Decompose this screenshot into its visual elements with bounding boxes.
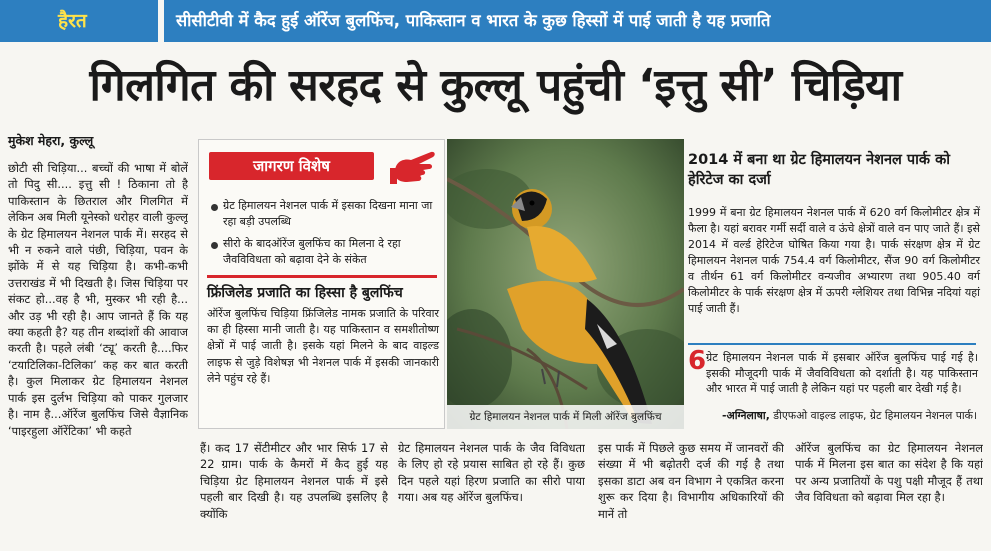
- quote-attribution: [722, 408, 977, 423]
- bullet-item: सीरो के बादऑरेंज बुलफिंच का मिलना दे रहा जैवविविधता को बढ़ावा देने के संकेत: [209, 236, 439, 268]
- special-subhead: फ्रिंजिलेड प्रजाति का हिस्सा है बुलफिंच: [207, 285, 403, 301]
- column-text: ऑरेंज बुलफिंच का ग्रेट हिमालयन नेशनल पार्क में मिलना इस बात का संदेश है कि यहां पर अन्य प्रजातियों के पशु पक्षी मौजूद हैं तथा जैव विविधता को बढ़ावा मिल रहा है।: [795, 441, 983, 505]
- kicker-text: सीसीटीवी में कैद हुई ऑरेंज बुलफिंच, पाकिस्तान व भारत के कुछ हिस्सों में पाई जाती है यह प्रजाति: [176, 11, 771, 30]
- special-box: [198, 139, 445, 429]
- divider: [207, 275, 437, 278]
- quote-author-title: डीएफओ वाइल्ड लाइफ, ग्रेट हिमालयन नेशनल पार्क।: [773, 409, 978, 422]
- bird-photo: [447, 139, 684, 429]
- section-tag: हैरत: [0, 0, 158, 42]
- orange-bullfinch-illustration: [447, 139, 684, 429]
- column-text: इस पार्क में पिछले कुछ समय में जानवरों की संख्या में भी बढ़ोतरी दर्ज की गई है तथा इसका डाटा अब वन विभाग ने एकत्रित करना शुरू कर दिया है। विभागीय अधिकारियों की मानें तो: [598, 441, 784, 521]
- pointing-hand-icon: [389, 144, 439, 189]
- photo-caption: ग्रेट हिमालयन नेशनल पार्क में मिली ऑरेंज बुलफिंच: [447, 405, 684, 429]
- main-column-text: छोटी सी चिड़िया... बच्चों की भाषा में बोलें तो पिदु सी.... इत्तु सी ! ठिकाना तो है पाकिस्तान के छितराल और गिलगित में लेकिन अब मिली यूनेस्को धरोहर वाली कुल्लू के ग्रेट हिमालयन नेशनल पार्क में। सरहद से भी न रुकने वाले पंछी, चिड़िया, पवन के झोंके में से यह चिड़िया है। कभी-कभी उत्तराखंड में भी दिखती है। जिस चिड़िया पर संकट हो...वह है भी, मुस्कर भी रही है... और उड़ भी रही है। आप जानते हैं कि यह क्या कहती है? यह तीन शब्दांशों की आवाज करती है। पहले लंबी ‘ट्यू’ करती है....फिर ‘टयाटिलिका-टिलिका’ कह कर बात करती है। कुल मिलाकर ग्रेट हिमालयन नेशनल पार्क इस दुर्लभ चिड़िया को पाकर गुलजार है। नाम है...ऑरेंज बुलफिंच जिसे वैज्ञानिक ‘पाइरहुला ऑरेंटिका’ भी कहते: [8, 161, 188, 438]
- quote-author: -अग्निलाषा,: [722, 409, 770, 422]
- headline: गिलगित की सरहद से कुल्लू पहुंची ‘इत्तु सी’ चिड़िया: [89, 60, 902, 111]
- byline: मुकेश मेहरा, कुल्लू: [8, 133, 94, 148]
- special-banner: जागरण विशेष: [209, 152, 374, 180]
- column-text: ग्रेट हिमालयन नेशनल पार्क के जैव विविधता के लिए हो रहे प्रयास साबित हो रहे हैं। कुछ दिन पहले यहां हिरण प्रजाति का सीरो पाया गया। अब यह ऑरेंज बुलफिंच।: [398, 441, 585, 505]
- divider: [688, 343, 976, 345]
- special-body: ऑरेंज बुलफिंच चिड़िया फ्रिंजिलेड नामक प्रजाति के परिवार का ही हिस्सा मानी जाती है। यह पाकिस्तान व समशीतोष्ण क्षेत्रों में पाई जाती है। इसके यहां मिलने के बाद वाइल्ड लाइफ से जुड़े विशेषज्ञ भी नेशनल पार्क में इसकी जानकारी लेने पहुंच रहे हैं।: [207, 307, 439, 385]
- column-text: हैं। कद 17 सेंटीमीटर और भार सिर्फ 17 से 22 ग्राम। पार्क के कैमरों में कैद हुई यह चिड़िया ग्रेट हिमालयन नेशनल पार्क में इसे पहली बार दिखी है। यह उपलब्धि इसलिए है क्योंकि: [200, 441, 388, 521]
- sidebar-body: 1999 में बना ग्रेट हिमालयन नेशनल पार्क में 620 वर्ग किलोमीटर क्षेत्र में फैला है। यहां बरावर गर्मी सर्दी वाले व ऊंचे क्षेत्रों वाले वन पाए जाते हैं। इसे 2014 में वर्ल्ड हेरिटेज घोषित किया गया है। पार्क संरक्षण क्षेत्र में ग्रेट हिमालयन नेशनल पार्क 754.4 वर्ग किलोमीटर, सैंज 90 वर्ग किलोमीटर व तीर्थन 61 वर्ग किलोमीटर वन्यजीव अभ्यारण तथा 905.40 वर्ग किलोमीटर के पार्क संरक्षण क्षेत्र में ऊपरी ग्लेशियर तथा विभिन्न नदियां यहां पाई जाती हैं।: [688, 206, 980, 315]
- tag-separator: [158, 0, 164, 42]
- sidebar-heading: 2014 में बना था ग्रेट हिमालयन नेशनल पार्क को हेरिटेज का दर्जा: [688, 152, 950, 188]
- bullet-item: ग्रेट हिमालयन नेशनल पार्क में इसका दिखना माना जा रहा बड़ी उपलब्धि: [209, 198, 439, 230]
- bullet-list: [209, 198, 439, 274]
- official-quote: ग्रेट हिमालयन नेशनल पार्क में इसबार ऑरेंज बुलफिंच पाई गई है। इसकी मौजूदगी पार्क में जैवविविधता को दर्शाती है। यह पाकिस्तान और भारत में पाई जाती है लेकिन यहां पर पहली बार देखी गई है।: [706, 351, 978, 396]
- sidebar-box: [688, 150, 984, 430]
- quote-icon: 6: [688, 346, 707, 376]
